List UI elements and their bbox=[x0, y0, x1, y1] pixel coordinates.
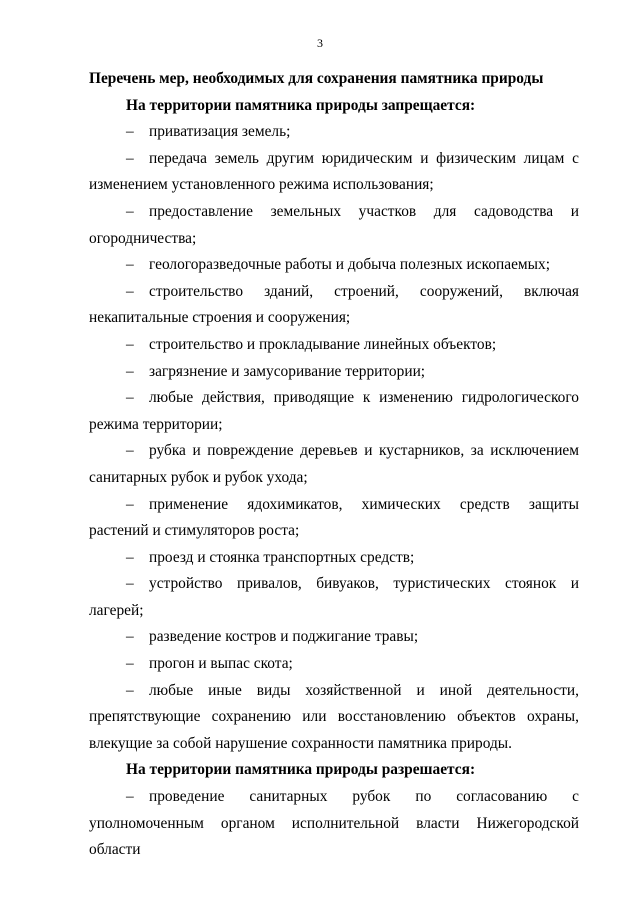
prohibited-item-text: прогон и выпас скота; bbox=[149, 655, 293, 673]
prohibited-item bbox=[89, 385, 579, 438]
prohibited-item bbox=[89, 199, 579, 252]
list-dash: – bbox=[126, 442, 134, 460]
prohibited-item bbox=[89, 571, 579, 624]
prohibited-item bbox=[89, 252, 579, 279]
prohibited-item bbox=[89, 651, 579, 678]
prohibited-item-text: проезд и стоянка транспортных средств; bbox=[149, 548, 415, 566]
prohibited-item-text: передача земель другим юридическим и физическим лицам с изменением установленного режима использования; bbox=[89, 149, 579, 194]
prohibited-item-text: загрязнение и замусоривание территории; bbox=[149, 362, 426, 380]
prohibited-heading: На территории памятника природы запрещается: bbox=[126, 96, 476, 114]
list-dash: – bbox=[126, 282, 134, 300]
permitted-item bbox=[89, 784, 579, 864]
permitted-heading: На территории памятника природы разрешается: bbox=[126, 761, 476, 779]
document-title: Перечень мер, необходимых для сохранения памятника природы bbox=[89, 70, 544, 87]
page-number: 3 bbox=[317, 36, 323, 50]
prohibited-item-text: устройство привалов, бивуаков, туристических стоянок и лагерей; bbox=[89, 575, 579, 619]
permitted-item-text: проведение санитарных рубок по согласованию с уполномоченным органом исполнительной власти Нижегородской области bbox=[89, 788, 579, 859]
prohibited-item-text: геологоразведочные работы и добыча полезных ископаемых; bbox=[149, 256, 550, 274]
list-dash: – bbox=[126, 495, 134, 513]
prohibited-item-text: строительство зданий, строений, сооружений, включая некапитальные строения и сооружения; bbox=[89, 282, 579, 327]
list-dash: – bbox=[126, 362, 134, 380]
prohibited-item-text: разведение костров и поджигание травы; bbox=[149, 628, 419, 646]
list-dash: – bbox=[126, 628, 134, 646]
prohibited-item-text: любые действия, приводящие к изменению гидрологического режима территории; bbox=[89, 389, 579, 433]
prohibited-item bbox=[89, 624, 579, 651]
list-dash: – bbox=[126, 149, 134, 167]
list-dash: – bbox=[126, 123, 134, 141]
list-dash: – bbox=[126, 548, 134, 566]
list-dash: – bbox=[126, 681, 134, 699]
prohibited-item-text: приватизация земель; bbox=[149, 123, 291, 141]
prohibited-item bbox=[89, 492, 579, 545]
list-dash: – bbox=[126, 256, 134, 274]
prohibited-item-text: любые иные виды хозяйственной и иной деятельности, препятствующие сохранению или восстановлению объектов охраны, влекущие за собой нарушение сохранности памятника природы. bbox=[89, 681, 579, 752]
list-dash: – bbox=[126, 788, 134, 806]
prohibited-item-text: строительство и прокладывание линейных объектов; bbox=[149, 335, 497, 353]
prohibited-item bbox=[89, 438, 579, 491]
prohibited-item bbox=[89, 359, 579, 386]
list-dash: – bbox=[126, 335, 134, 353]
prohibited-item bbox=[89, 119, 579, 146]
prohibited-item-text: применение ядохимикатов, химических средств защиты растений и стимуляторов роста; bbox=[89, 495, 579, 540]
document-body bbox=[89, 66, 579, 864]
prohibited-item bbox=[89, 678, 579, 758]
prohibited-item-text: предоставление земельных участков для садоводства и огородничества; bbox=[89, 202, 579, 247]
prohibited-item bbox=[89, 332, 579, 359]
list-dash: – bbox=[126, 575, 134, 593]
list-dash: – bbox=[126, 202, 134, 220]
list-dash: – bbox=[126, 655, 134, 673]
prohibited-item bbox=[89, 279, 579, 332]
prohibited-item bbox=[89, 146, 579, 199]
list-dash: – bbox=[126, 389, 134, 407]
prohibited-item bbox=[89, 545, 579, 572]
prohibited-item-text: рубка и повреждение деревьев и кустарников, за исключением санитарных рубок и рубок ухода; bbox=[89, 442, 579, 486]
